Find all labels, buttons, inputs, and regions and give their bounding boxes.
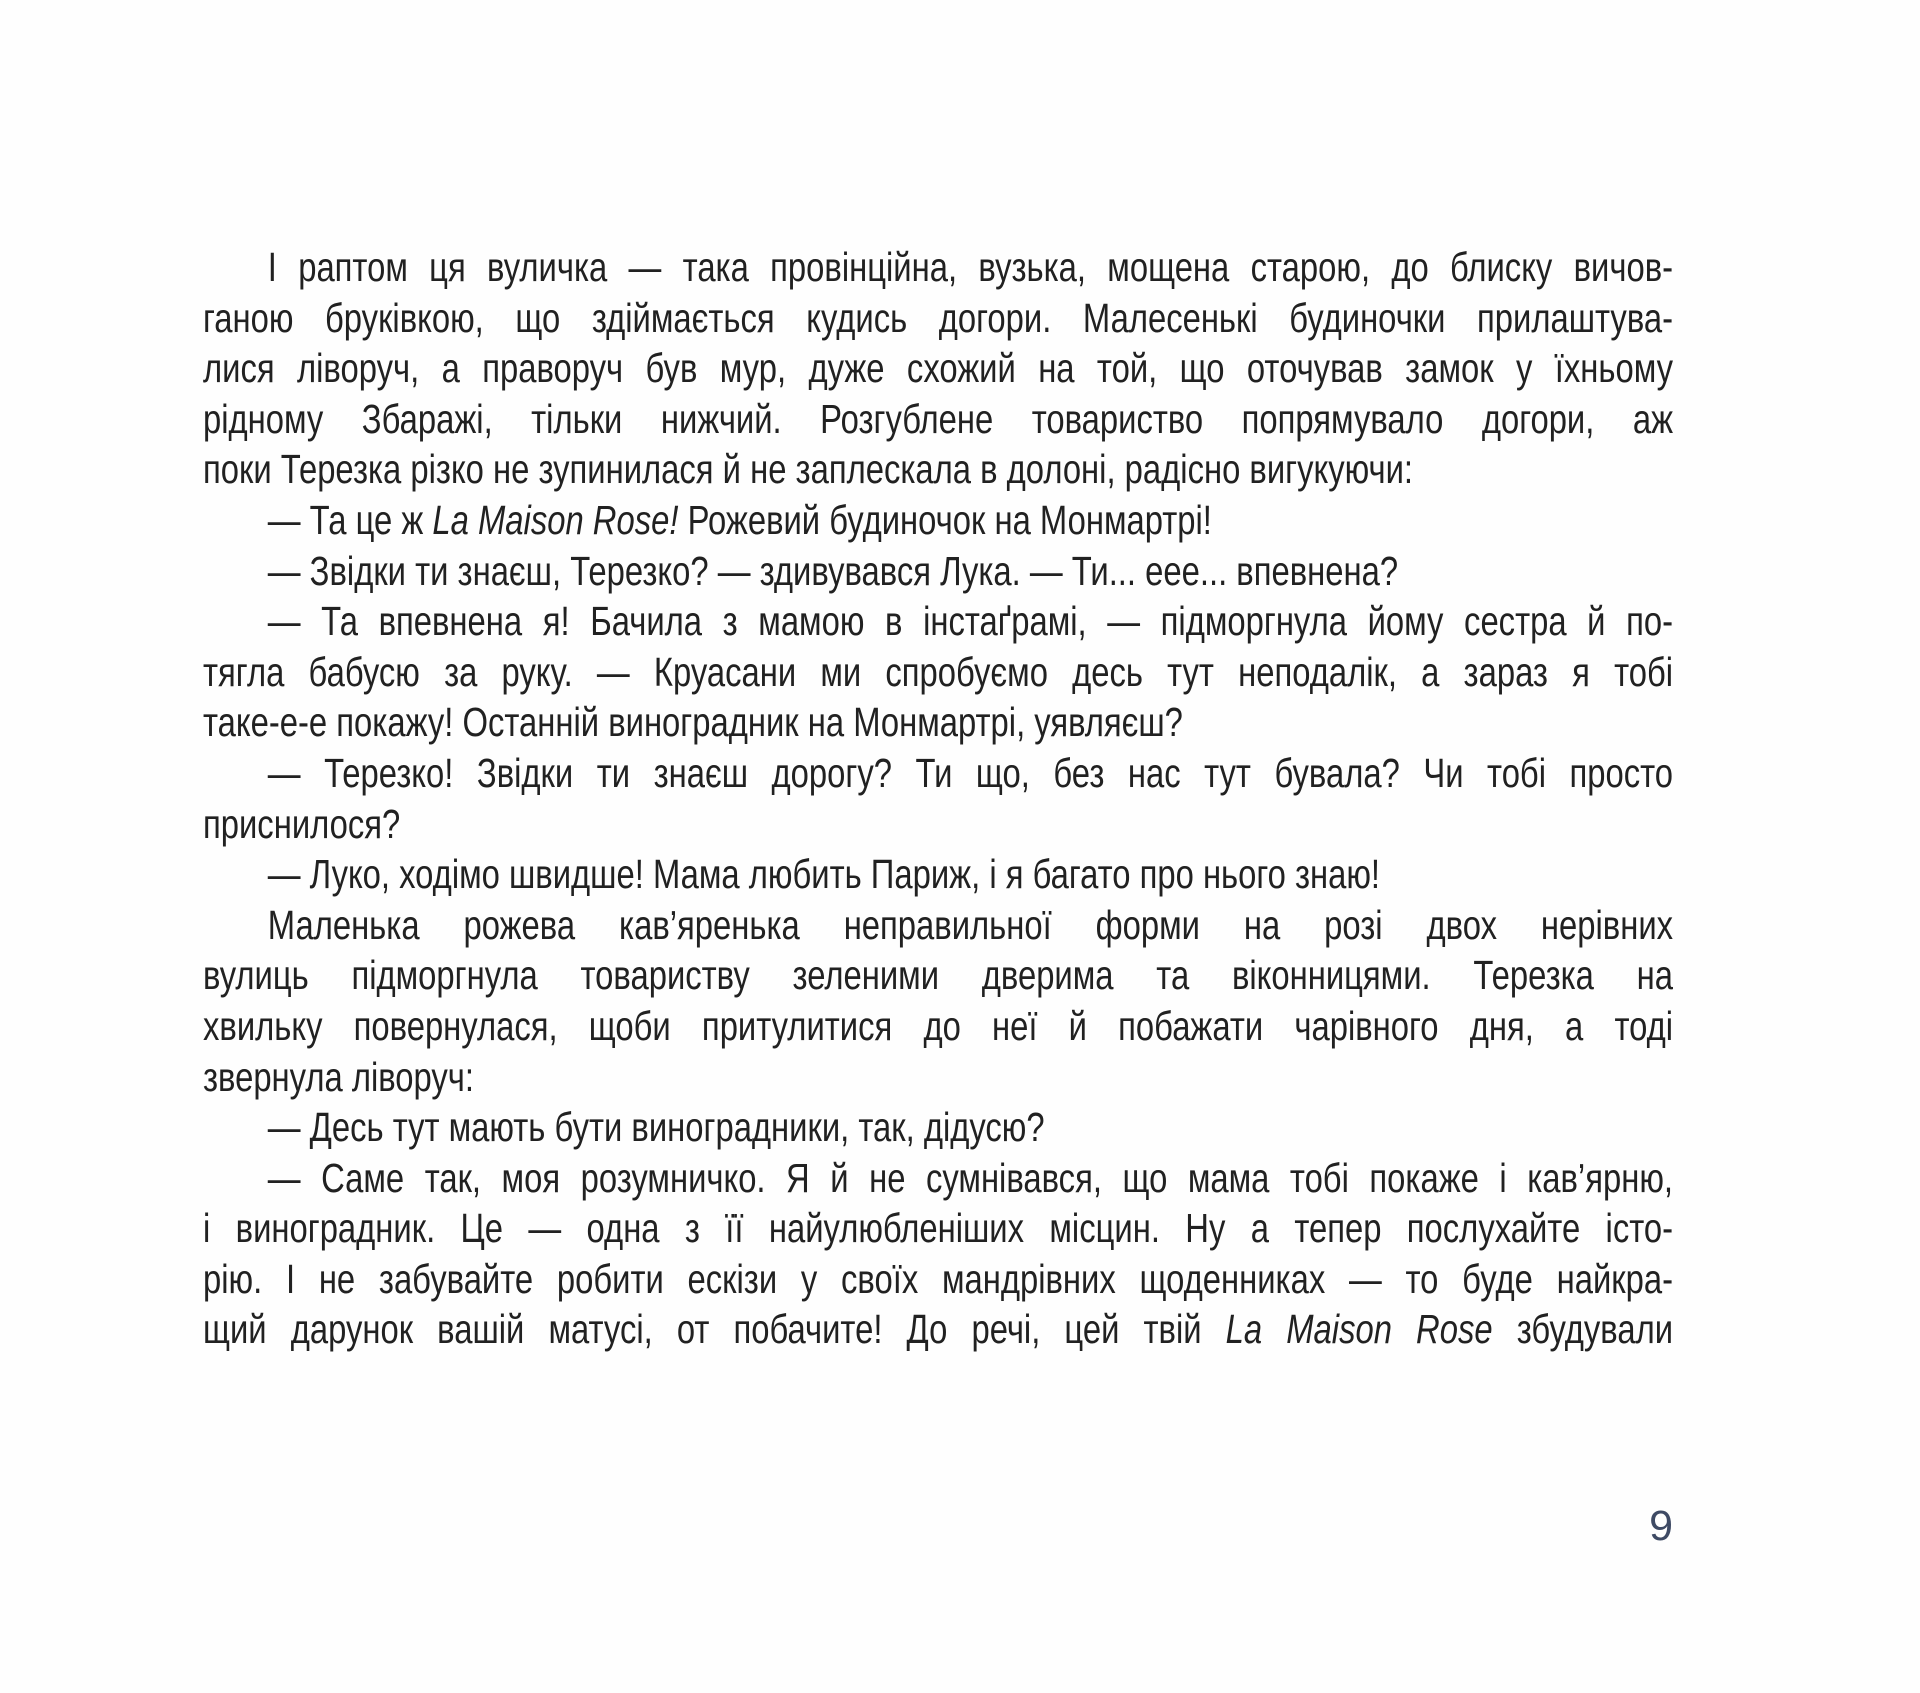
- page-text-block: [203, 242, 1673, 1355]
- text-segment: І раптом ця вуличка — така провінційна, вузька, мощена старою, до блиску вичов-: [267, 244, 1674, 290]
- text-segment: — Саме так, моя розумничко. Я й не сумнівався, що мама тобі покаже і кав’ярню,: [267, 1154, 1674, 1201]
- italic-text-segment: La Maison Rose!: [432, 496, 679, 543]
- text-segment: таке-е-е покажу! Останній виноградник на Монмартрі, уявляєш?: [203, 699, 1183, 746]
- text-line: [203, 849, 1673, 900]
- text-segment: і виноградник. Це — одна з її найулюбленіших місцин. Ну а тепер послухайте істо-: [203, 1205, 1674, 1252]
- text-segment: вулиць підморгнула товариству зеленими дверима та віконницями. Терезка на: [203, 952, 1674, 999]
- text-line: [203, 647, 1673, 698]
- text-segment: хвильку повернулася, щоби притулитися до неї й побажати чарівного дня, а тоді: [203, 1002, 1674, 1049]
- text-line: [203, 1254, 1673, 1305]
- text-segment: — Десь тут мають бути виноградники, так, дідусю?: [267, 1104, 1045, 1151]
- text-line: [203, 1153, 1673, 1204]
- text-segment: — Терезко! Звідки ти знаєш дорогу? Ти що, без нас тут бувала? Чи тобі просто: [267, 749, 1674, 796]
- text-line: [203, 394, 1673, 445]
- text-line: [203, 343, 1673, 394]
- text-line: [203, 748, 1673, 799]
- text-segment: Маленька рожева кав’яренька неправильної форми на розі двох нерівних: [267, 901, 1674, 948]
- text-line: [203, 495, 1673, 546]
- text-segment: рідному Збаражі, тільки нижчий. Розгублене товариство попрямувало догори, аж: [203, 395, 1674, 442]
- text-segment: — Та це ж: [267, 496, 433, 543]
- text-segment: ганою бруківкою, що здіймається кудись догори. Малесенькі будиночки прилаштува-: [203, 294, 1674, 341]
- text-line: [203, 697, 1673, 748]
- text-line: [203, 444, 1673, 495]
- page-text: [203, 242, 1673, 1355]
- text-segment: тягла бабусю за руку. — Круасани ми спробуємо десь тут неподалік, а зараз я тобі: [203, 648, 1674, 695]
- text-line: [203, 1052, 1673, 1103]
- text-line: [203, 1203, 1673, 1254]
- text-segment: — Та впевнена я! Бачила з мамою в інстаґрамі, — підморгнула йому сестра й по-: [267, 598, 1674, 645]
- text-line: [203, 799, 1673, 850]
- text-line: [203, 900, 1673, 951]
- text-segment: поки Терезка різко не зупинилася й не заплескала в долоні, радісно вигукуючи:: [203, 446, 1414, 493]
- italic-text-segment: La Maison Rose: [1225, 1306, 1493, 1353]
- text-segment: — Луко, ходімо швидше! Мама любить Париж, і я багато про нього знаю!: [267, 851, 1381, 898]
- text-segment: приснилося?: [203, 800, 401, 847]
- text-segment: Рожевий будиночок на Монмартрі!: [678, 496, 1212, 543]
- text-segment: лися ліворуч, а праворуч був мур, дуже схожий на той, що оточував замок у їхньому: [203, 345, 1674, 392]
- text-line: [203, 546, 1673, 597]
- text-segment: звернула ліворуч:: [203, 1053, 475, 1100]
- text-line: [203, 293, 1673, 344]
- page-number: 9: [1649, 1502, 1673, 1550]
- text-line: [203, 1102, 1673, 1153]
- text-segment: рію. І не забувайте робити ескізи у своїх мандрівних щоденниках — то буде найкра-: [203, 1255, 1674, 1302]
- text-line: [203, 1001, 1673, 1052]
- text-line: [203, 242, 1673, 293]
- text-line: [203, 1304, 1673, 1355]
- text-segment: — Звідки ти знаєш, Терезко? — здивувався Лука. — Ти... еее... впевнена?: [267, 547, 1399, 594]
- text-segment: збудували: [1492, 1306, 1674, 1353]
- text-line: [203, 950, 1673, 1001]
- text-line: [203, 596, 1673, 647]
- text-segment: щий дарунок вашій матусі, от побачите! До речі, цей твій: [203, 1306, 1226, 1353]
